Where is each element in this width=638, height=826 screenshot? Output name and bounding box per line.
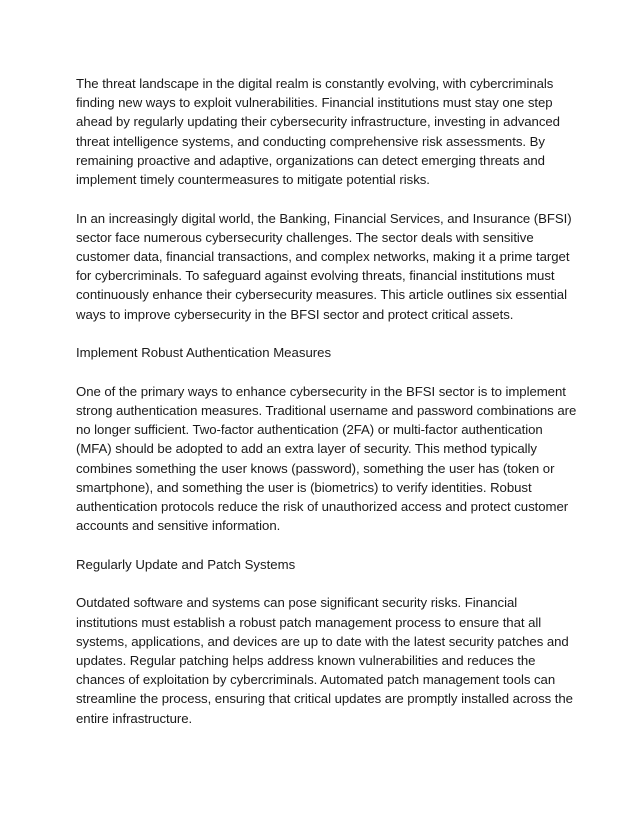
section-heading-patching: Regularly Update and Patch Systems — [76, 556, 296, 572]
intro-paragraph-threat-landscape: The threat landscape in the digital realm is constantly evolving, with cybercriminals finding new ways to exploit vulnerabilities. Financial institutions must stay one step ahead by regularly updating their cybersecurity infrastructure, investing in advanced threat intelligence systems, and conducting comprehensive risk assessments. By remaining proactive and adaptive, organizations can detect emerging threats and implement timely countermeasures to mitigate potential risks. — [76, 76, 560, 188]
section-heading-authentication: Implement Robust Authentication Measures — [76, 345, 332, 361]
paragraph-patching: Outdated software and systems can pose significant security risks. Financial institutions must establish a robust patch management process to ensure that all systems, applications, and devices are up to date with the latest security patches and updates. Regular patching helps address known vulnerabilities and reduces the chances of exploitation by cybercriminals. Automated patch management tools can streamline the process, ensuring that critical updates are promptly installed across the entire infrastructure. — [76, 595, 573, 726]
intro-paragraph-bfsi-challenges: In an increasingly digital world, the Banking, Financial Services, and Insurance (BFSI) sector face numerous cybersecurity challenges. The sector deals with sensitive customer data, financial transactions, and complex networks, making it a prime target for cybercriminals. To safeguard against evolving threats, financial institutions must continuously enhance their cybersecurity measures. This article outlines six essential ways to improve cybersecurity in the BFSI sector and protect critical assets. — [76, 210, 572, 322]
paragraph-authentication: One of the primary ways to enhance cybersecurity in the BFSI sector is to implement strong authentication measures. Traditional username and password combinations are no longer sufficient. Two-factor authentication (2FA) or multi-factor authentication (MFA) should be adopted to add an extra layer of security. This method typically combines something the user knows (password), something the user has (token or smartphone), and something the user is (biometrics) to verify identities. Robust authentication protocols reduce the risk of unauthorized access and protect customer accounts and sensitive information. — [76, 383, 577, 534]
